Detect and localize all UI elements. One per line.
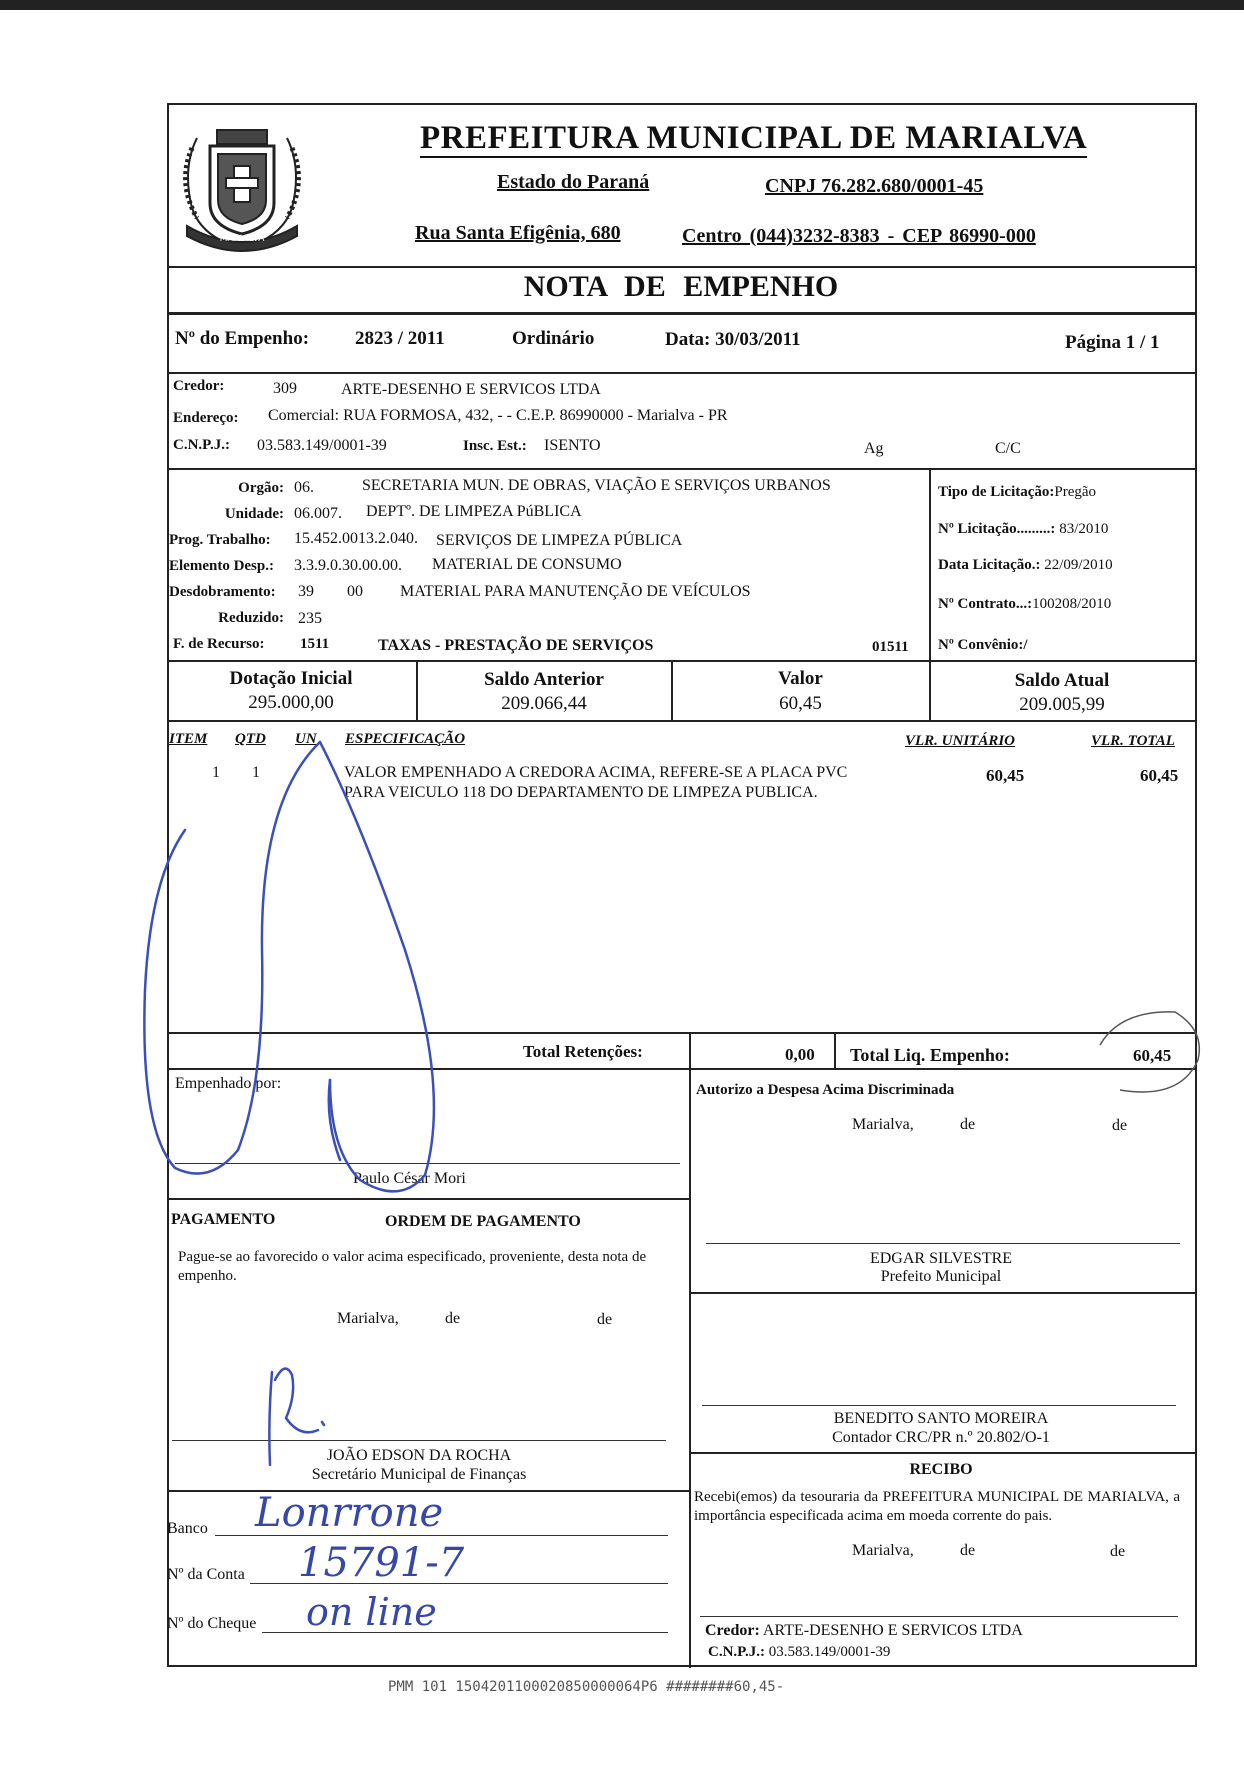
dotacao-value: 295.000,00 [248,692,334,713]
elem-name: MATERIAL DE CONSUMO [432,556,622,573]
recibo-cnpj-value: 03.583.149/0001-39 [768,1644,891,1660]
banco-handwritten: Lonrrone [255,1490,444,1536]
cheque-label: Nº do Cheque [167,1615,257,1632]
data-value: 22/09/2010 [1044,557,1113,573]
autorizo-place: Marialva, [852,1116,914,1133]
dotacao-label: Dotação Inicial [229,668,353,689]
prefeitura-title: PREFEITURA MUNICIPAL DE MARIALVA [420,120,1088,156]
prog-name: SERVIÇOS DE LIMPEZA PÚBLICA [436,532,683,549]
saldo-atual-label: Saldo Atual [1014,670,1110,691]
saldo-anterior-label: Saldo Anterior [484,669,604,690]
recurso-code2: 01511 [872,639,909,655]
elem-code: 3.3.9.0.30.00.00. [294,557,402,574]
empenhado-name: Paulo César Mori [353,1170,466,1187]
recurso-code: 1511 [300,636,330,652]
pagamento-de1: de [445,1310,461,1327]
retencoes-label: Total Retenções: [523,1042,643,1061]
contador-role: Contador CRC/PR n.º 20.802/O-1 [832,1429,1050,1446]
autorizo-de2: de [1112,1117,1128,1134]
item-qtd: 1 [252,764,260,781]
contador-name: BENEDITO SANTO MOREIRA [833,1410,1049,1427]
footer-code: PMM 101 1504201100020850000064P6 ########60,45- [388,1679,785,1695]
col-unit: VLR. UNITÁRIO [905,733,1016,749]
recibo-de1: de [960,1542,976,1559]
col-especificacao: ESPECIFICAÇÃO [345,731,466,747]
col-item: ITEM [169,731,208,747]
svg-text:MARIALVA: MARIALVA [219,234,265,244]
item-total-value: 60,45 [1140,766,1179,785]
orgao-label: Orgão: [238,480,284,496]
recibo-label: RECIBO [909,1461,973,1478]
pagamento-de2: de [597,1311,613,1328]
credor-label: Credor: [173,378,225,394]
doc-title: NOTA DE EMPENHO [523,270,839,303]
autorizo-name: EDGAR SILVESTRE [869,1250,1013,1267]
state-name: Estado do Paraná [497,171,650,193]
empenho-label: Nº do Empenho: [175,328,310,349]
unidade-label: Unidade: [224,506,284,522]
convenio-label: Nº Convênio:/ [938,637,1028,653]
address-header: Rua Santa Efigênia, 680 [415,222,621,244]
desd-code2: 00 [347,583,363,600]
pagamento-role: Secretário Municipal de Finanças [311,1466,527,1483]
credor-code: 309 [273,380,297,397]
pagamento-text: Pague-se ao favorecido o valor acima especificado, proveniente, desta nota de empenho. [178,1249,647,1284]
recibo-text: Recebi(emos) da tesouraria da PREFEITURA MUNICIPAL DE MARIALVA, a importância especificada acima em moeda corrente do pais. [694,1489,1180,1524]
recibo-place: Marialva, [852,1542,914,1559]
empenho-type: Ordinário [512,328,595,349]
item-unit-value: 60,45 [986,766,1025,785]
endereco-label: Endereço: [173,410,239,426]
reduzido-label: Reduzido: [218,610,284,626]
item-desc-line1: VALOR EMPENHADO A CREDORA ACIMA, REFERE-SE A PLACA PVC [344,764,848,781]
contact-header: Centro (044)3232-8383 - CEP 86990-000 [682,225,1036,247]
cnpj-header: CNPJ 76.282.680/0001-45 [765,175,984,197]
unidade-name: DEPTº. DE LIMPEZA PúBLICA [366,503,582,520]
num-value: 83/2010 [1059,521,1109,537]
credor-cnpj: 03.583.149/0001-39 [257,437,387,454]
retencoes-value: 0,00 [785,1045,815,1064]
cnpj-label: C.N.P.J.: [173,437,230,453]
elem-label: Elemento Desp.: [169,558,274,574]
saldo-atual-value: 209.005,99 [1019,694,1105,715]
recibo-de2: de [1110,1543,1126,1560]
num-label: Nº Licitação.........: [938,521,1056,537]
credor-name: ARTE-DESENHO E SERVICOS LTDA [341,381,601,398]
liq-value: 60,45 [1133,1046,1172,1065]
pagamento-place: Marialva, [337,1310,399,1327]
insc-value: ISENTO [544,437,601,454]
pagamento-name: JOÃO EDSON DA ROCHA [326,1447,512,1464]
empenho-date: Data: 30/03/2011 [665,329,801,350]
recurso-label: F. de Recurso: [173,636,265,652]
pagamento-label: PAGAMENTO [171,1211,276,1228]
recibo-cnpj-label: C.N.P.J.: [708,1644,765,1660]
tipo-label: Tipo de Licitação: [938,484,1055,500]
liq-total-circle [1100,1012,1199,1092]
banco-label: Banco [167,1520,208,1537]
insc-label: Insc. Est.: [463,438,527,454]
recibo-credor-label: Credor: [705,1622,760,1639]
ag-label: Ag [864,440,884,457]
desd-label: Desdobramento: [169,584,276,600]
col-qtd: QTD [235,731,266,747]
autorizo-label: Autorizo a Despesa Acima Discriminada [696,1082,955,1098]
cheque-handwritten: on line [306,1590,437,1634]
contrato-label: Nº Contrato...: [938,596,1033,612]
autorizo-role: Prefeito Municipal [880,1268,1002,1285]
recibo-credor-name: ARTE-DESENHO E SERVICOS LTDA [762,1622,1023,1639]
valor-label: Valor [778,668,823,689]
recurso-name: TAXAS - PRESTAÇÃO DE SERVIÇOS [378,637,654,654]
desd-code: 39 [298,583,314,600]
reduzido-value: 235 [298,610,322,627]
prog-code: 15.452.0013.2.040. [294,530,418,547]
empenho-number: 2823 / 2011 [355,328,445,349]
signature-paulo-cesar-mori [144,742,320,1174]
liq-label: Total Liq. Empenho: [850,1045,1010,1065]
prog-label: Prog. Trabalho: [169,532,271,548]
unidade-code: 06.007. [294,505,342,522]
valor-value: 60,45 [779,693,822,714]
col-total: VLR. TOTAL [1091,733,1175,749]
ordem-pagamento-label: ORDEM DE PAGAMENTO [385,1213,581,1230]
tipo-value: Pregão [1054,484,1097,500]
conta-label: Nº da Conta [167,1566,245,1583]
contrato-value: 100208/2010 [1032,596,1112,612]
saldo-anterior-value: 209.066,44 [501,693,587,714]
conta-handwritten: 15791-7 [298,1540,465,1586]
item-number: 1 [212,764,220,781]
item-desc-line2: PARA VEICULO 118 DO DEPARTAMENTO DE LIMPEZA PUBLICA. [344,784,818,801]
desd-name: MATERIAL PARA MANUTENÇÃO DE VEÍCULOS [400,583,751,600]
cc-label: C/C [995,440,1021,457]
signature-joao-edson [269,1369,324,1465]
data-label: Data Licitação.: [938,557,1041,573]
orgao-name: SECRETARIA MUN. DE OBRAS, VIAÇÃO E SERVIÇOS URBANOS [362,477,831,494]
autorizo-de1: de [960,1116,976,1133]
empenhado-label: Empenhado por: [175,1075,282,1092]
page-indicator: Página 1 / 1 [1065,332,1160,353]
col-un: UN [295,731,317,747]
orgao-code: 06. [294,479,314,496]
credor-endereco: Comercial: RUA FORMOSA, 432, - - C.E.P. 86990000 - Marialva - PR [268,407,728,424]
